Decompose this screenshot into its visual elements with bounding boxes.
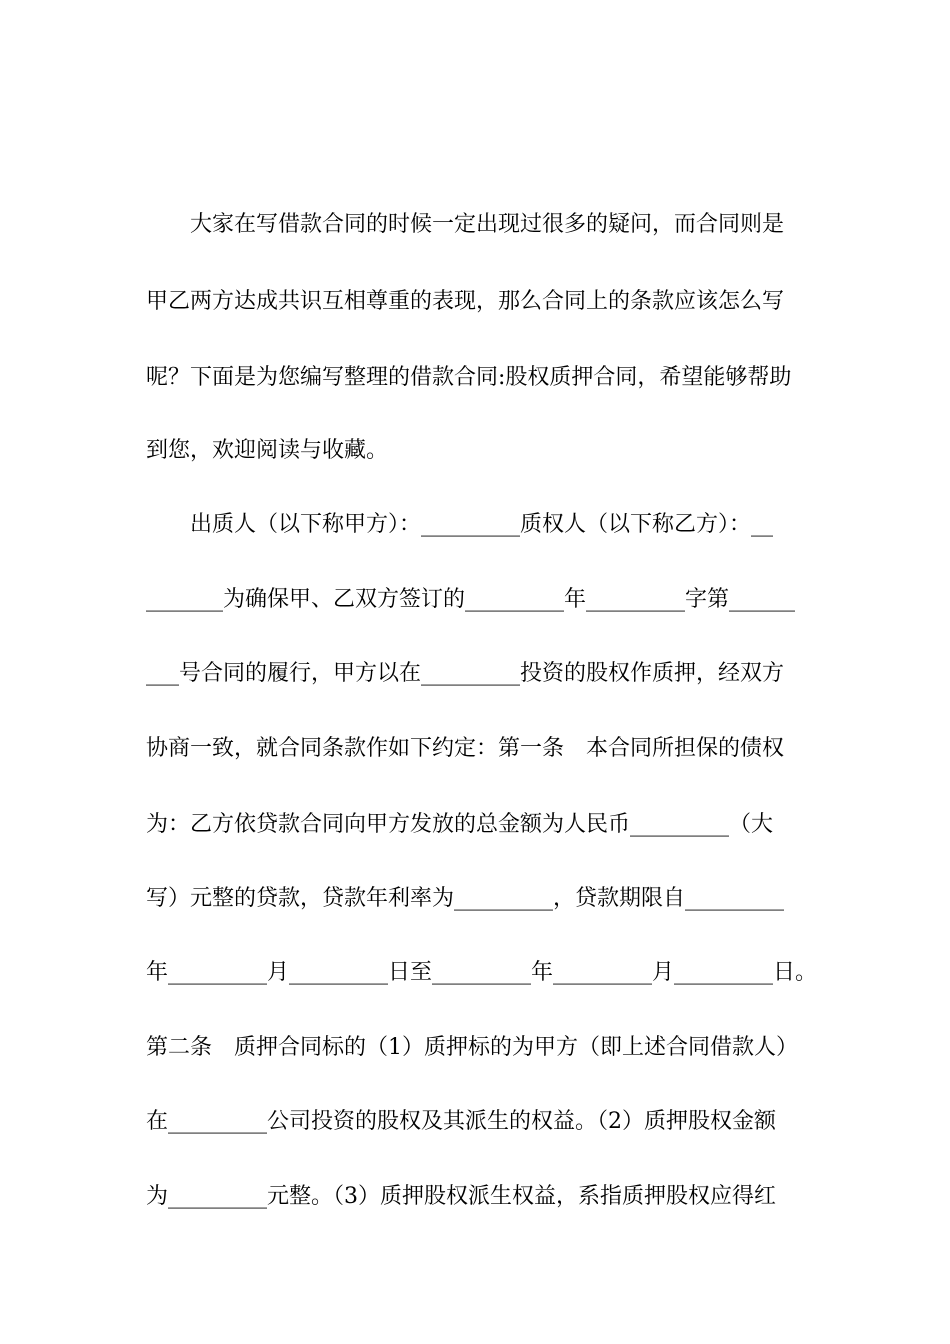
paragraph-line-8: 协商一致，就合同条款作如下约定：第一条 本合同所担保的债权	[146, 736, 785, 761]
paragraph-line-5: 出质人（以下称甲方）：_________质权人（以下称乙方）：__	[190, 512, 774, 537]
paragraph-line-12: 第二条 质押合同标的（1）质押标的为甲方（即上述合同借款人）	[146, 1035, 798, 1060]
paragraph-line-1: 大家在写借款合同的时候一定出现过很多的疑问，而合同则是	[190, 212, 785, 237]
paragraph-line-4: 到您，欢迎阅读与收藏。	[146, 438, 389, 463]
paragraph-line-14: 为_________元整。（3）质押股权派生权益，系指质押股权应得红	[146, 1184, 776, 1209]
paragraph-line-10: 写）元整的贷款，贷款年利率为_________，贷款期限自_________	[146, 886, 785, 911]
paragraph-line-6: _______为确保甲、乙双方签订的_________年_________字第______	[146, 587, 796, 612]
paragraph-line-7: ___号合同的履行，甲方以在_________投资的股权作质押，经双方	[146, 661, 785, 686]
paragraph-line-9: 为：乙方依贷款合同向甲方发放的总金额为人民币_________（大	[146, 812, 774, 837]
paragraph-line-13: 在_________公司投资的股权及其派生的权益。（2）质押股权金额	[146, 1109, 776, 1134]
paragraph-line-11: 年_________月_________日至_________年_________月_________日。	[146, 960, 818, 985]
paragraph-line-2: 甲乙两方达成共识互相尊重的表现，那么合同上的条款应该怎么写	[146, 289, 785, 314]
paragraph-line-3: 呢？下面是为您编写整理的借款合同:股权质押合同，希望能够帮助	[146, 365, 792, 390]
